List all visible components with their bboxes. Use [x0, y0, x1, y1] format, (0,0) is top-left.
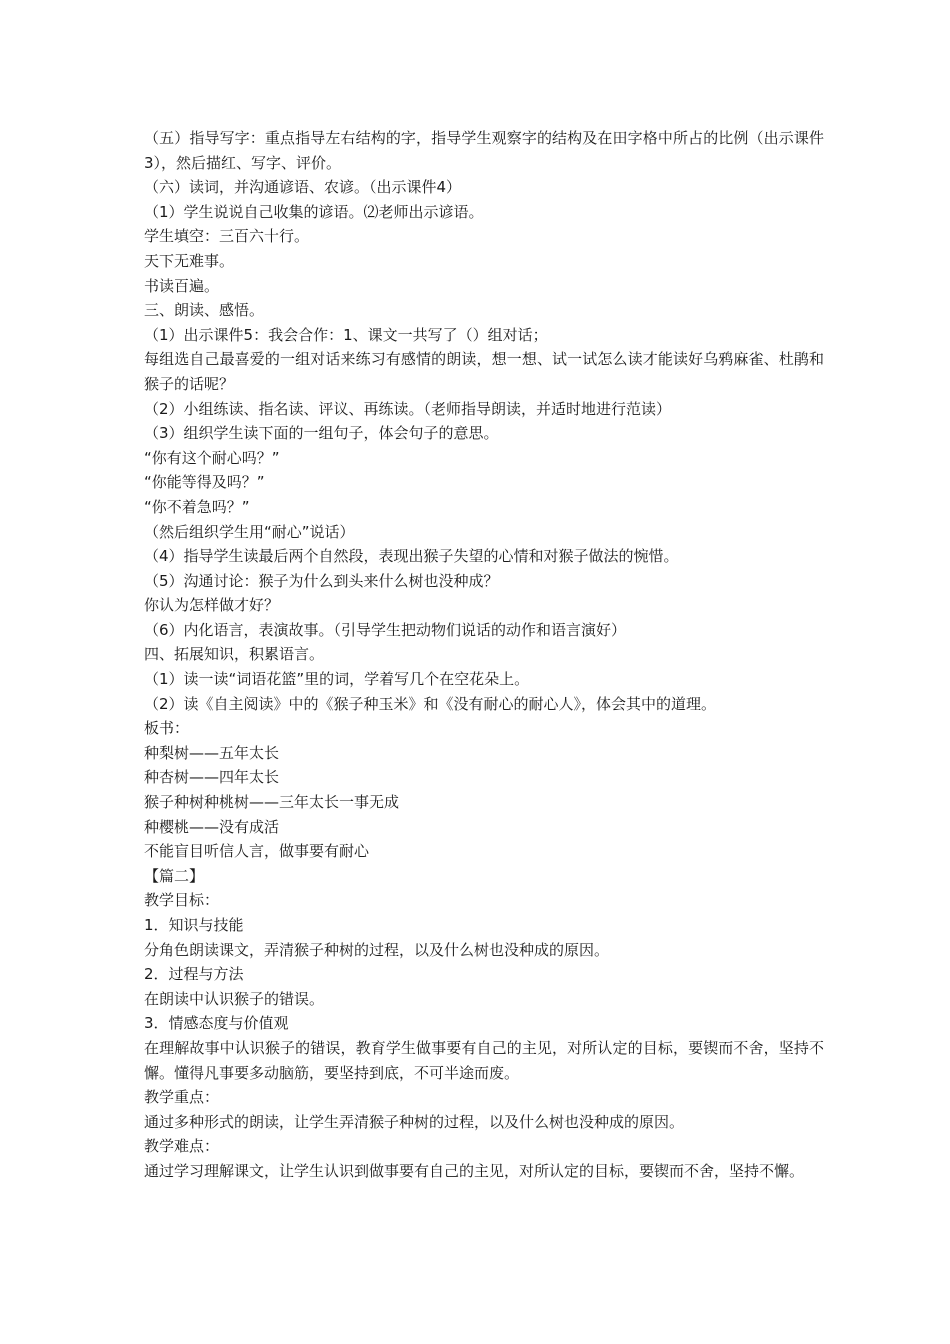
text-line: 2．过程与方法 [144, 965, 244, 984]
text-line: “你不着急吗？” [144, 497, 250, 516]
text-line: （1）学生说说自己收集的谚语。⑵老师出示谚语。 [144, 202, 484, 221]
text-line: （1）出示课件5：我会合作：1、课文一共写了（）组对话； [144, 325, 548, 344]
text-line: 你认为怎样做才好？ [144, 596, 280, 615]
text-line: 学生填空：三百六十行。 [144, 227, 310, 246]
text-line: 书读百遍。 [144, 276, 220, 295]
text-line: 三、朗读、感悟。 [144, 301, 265, 320]
text-line: （6）内化语言，表演故事。（引导学生把动物们说话的动作和语言演好） [144, 620, 627, 639]
text-line: 种樱桃——没有成活 [144, 817, 280, 836]
text-line: （5）沟通讨论：猴子为什么到头来什么树也没种成？ [144, 571, 499, 590]
document-body [144, 126, 824, 1184]
text-line: （2）小组练读、指名读、评议、再练读。（老师指导朗读，并适时地进行范读） [144, 399, 672, 418]
text-line: （1）读一读“词语花篮”里的词，学着写几个在空花朵上。 [144, 670, 530, 689]
text-line: 四、拓展知识，积累语言。 [144, 645, 325, 664]
text-line: 1．知识与技能 [144, 916, 244, 934]
text-line: 在理解故事中认识猴子的错误，教育学生做事要有自己的主见，对所认定的目标，要锲而不舍，坚持不懈。懂得凡事要多动脑筋，要坚持到底，不可半途而废。 [144, 1038, 824, 1082]
text-line: 教学重点： [144, 1088, 220, 1107]
text-line: 种杏树——四年太长 [144, 768, 280, 787]
text-line: 教学目标： [144, 891, 220, 910]
text-line: 教学难点： [144, 1137, 220, 1156]
text-line: 不能盲目听信人言，做事要有耐心 [144, 842, 370, 861]
text-line: “你有这个耐心吗？” [144, 448, 280, 467]
text-line: 板书： [144, 719, 190, 738]
text-line: 每组选自己最喜爱的一组对话来练习有感情的朗读，想一想、试一试怎么读才能读好乌鸦麻雀、杜鹃和猴子的话呢？ [144, 350, 824, 393]
text-line: （3）组织学生读下面的一组句子，体会句子的意思。 [144, 424, 499, 443]
text-line: （六）读词，并沟通谚语、农谚。（出示课件4） [144, 178, 462, 197]
text-line: 3．情感态度与价值观 [144, 1014, 289, 1033]
text-line: 在朗读中认识猴子的错误。 [144, 989, 325, 1008]
text-line: 猴子种树种桃树——三年太长一事无成 [144, 793, 400, 812]
text-line: （4）指导学生读最后两个自然段，表现出猴子失望的心情和对猴子做法的惋惜。 [144, 547, 679, 566]
text-line: 种梨树——五年太长 [144, 743, 280, 762]
text-line: 通过学习理解课文，让学生认识到做事要有自己的主见，对所认定的目标，要锲而不舍，坚持不懈。 [144, 1161, 805, 1180]
text-line: 分角色朗读课文，弄清猴子种树的过程，以及什么树也没种成的原因。 [144, 940, 610, 959]
text-line: （然后组织学生用“耐心”说话） [144, 522, 355, 541]
text-line: 天下无难事。 [144, 251, 235, 270]
text-line: （五）指导写字：重点指导左右结构的字，指导学生观察字的结构及在田字格中所占的比例（出示课件3），然后描红、写字、评价。 [144, 129, 824, 172]
text-line: 通过多种形式的朗读，让学生弄清猴子种树的过程，以及什么树也没种成的原因。 [144, 1112, 685, 1131]
text-line: “你能等得及吗？” [144, 473, 265, 492]
text-line: 【篇二】 [144, 866, 205, 885]
text-line: （2）读《自主阅读》中的《猴子种玉米》和《没有耐心的耐心人》，体会其中的道理。 [144, 694, 717, 713]
